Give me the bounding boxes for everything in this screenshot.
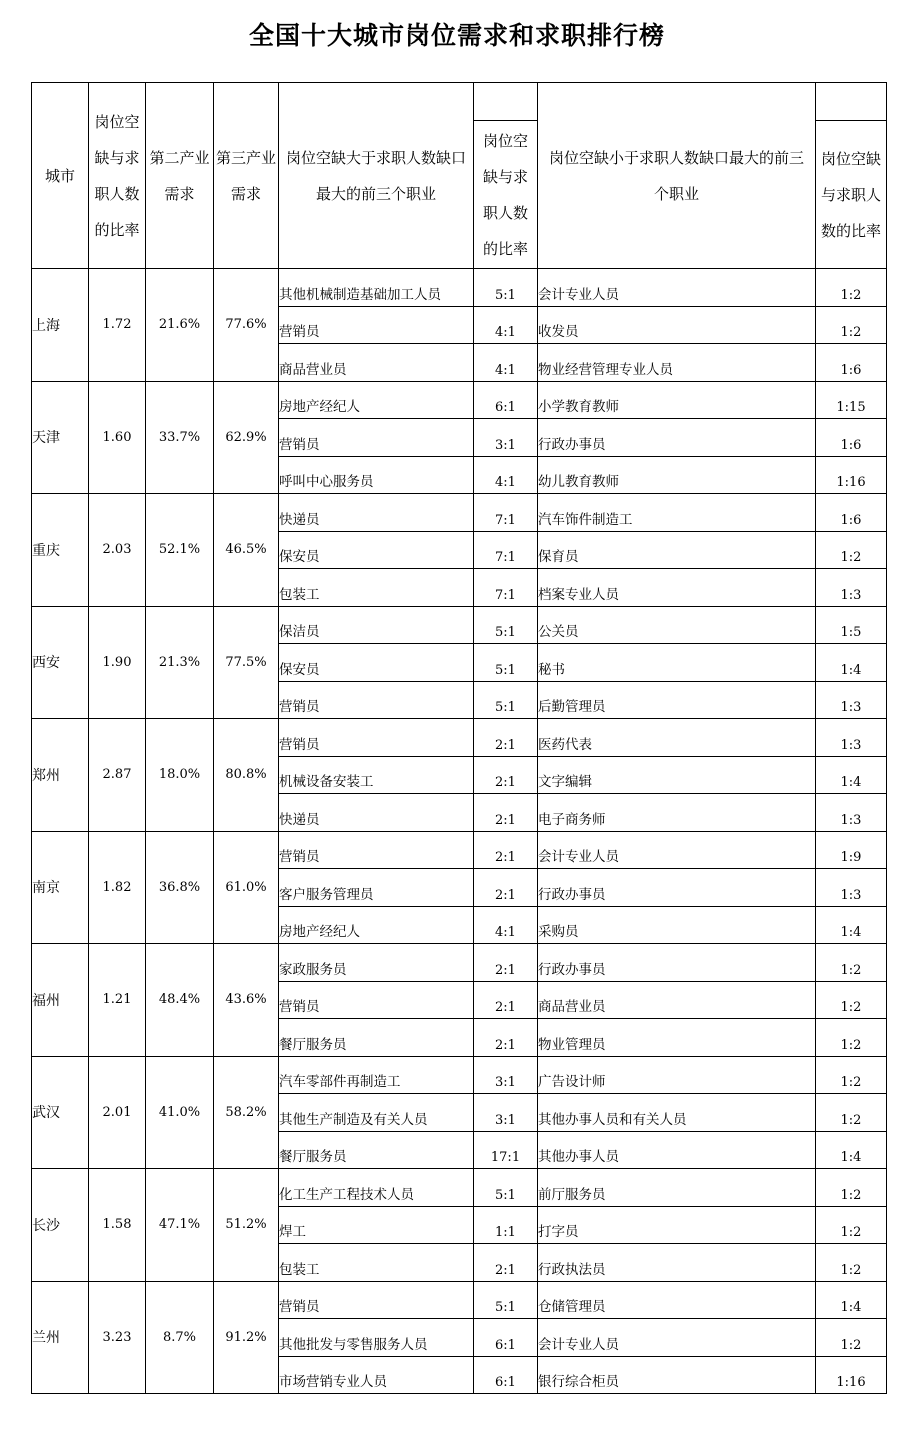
table-row [32,1281,887,1319]
tertiary-demand: 46.5% [214,494,279,607]
shortage-occupation: 呼叫中心服务员 [279,456,474,494]
city-ratio: 1.72 [89,269,146,382]
surplus-ratio: 1:9 [816,831,887,869]
city-ratio: 1.82 [89,831,146,944]
shortage-ratio: 6:1 [474,381,538,419]
city-name: 郑州 [32,719,89,832]
shortage-ratio: 4:1 [474,456,538,494]
city-ratio: 2.03 [89,494,146,607]
shortage-ratio: 4:1 [474,344,538,382]
secondary-demand: 33.7% [146,381,214,494]
shortage-ratio: 2:1 [474,869,538,907]
surplus-ratio: 1:4 [816,1281,887,1319]
surplus-occupation: 广告设计师 [538,1056,816,1094]
tertiary-demand: 61.0% [214,831,279,944]
header-surplus-top3: 岗位空缺小于求职人数缺口最大的前三个职业 [538,83,816,269]
surplus-ratio: 1:4 [816,1131,887,1169]
city-name: 福州 [32,944,89,1057]
secondary-demand: 52.1% [146,494,214,607]
city-name: 西安 [32,606,89,719]
surplus-occupation: 会计专业人员 [538,269,816,307]
shortage-ratio: 2:1 [474,981,538,1019]
shortage-ratio: 5:1 [474,1169,538,1207]
city-ratio: 1.21 [89,944,146,1057]
shortage-occupation: 汽车零部件再制造工 [279,1056,474,1094]
surplus-ratio: 1:2 [816,981,887,1019]
shortage-ratio: 4:1 [474,306,538,344]
surplus-occupation: 公关员 [538,606,816,644]
surplus-ratio: 1:4 [816,644,887,682]
surplus-ratio: 1:2 [816,531,887,569]
header-ratio: 岗位空缺与求职人数的比率 [89,83,146,269]
surplus-occupation: 收发员 [538,306,816,344]
shortage-ratio: 17:1 [474,1131,538,1169]
surplus-ratio: 1:2 [816,1206,887,1244]
shortage-occupation: 市场营销专业人员 [279,1356,474,1394]
shortage-occupation: 机械设备安装工 [279,756,474,794]
shortage-occupation: 营销员 [279,831,474,869]
secondary-demand: 36.8% [146,831,214,944]
surplus-occupation: 汽车饰件制造工 [538,494,816,532]
shortage-ratio: 3:1 [474,1094,538,1132]
header-shortage-top3: 岗位空缺大于求职人数缺口最大的前三个职业 [279,83,474,269]
shortage-ratio: 3:1 [474,1056,538,1094]
shortage-occupation: 保洁员 [279,606,474,644]
shortage-occupation: 房地产经纪人 [279,381,474,419]
shortage-ratio: 2:1 [474,794,538,832]
secondary-demand: 48.4% [146,944,214,1057]
table-row [32,381,887,419]
page-title: 全国十大城市岗位需求和求职排行榜 [248,21,665,50]
surplus-occupation: 幼儿教育教师 [538,456,816,494]
shortage-occupation: 保安员 [279,531,474,569]
header-shortage-ratio: 岗位空缺与求职人数的比率 [474,121,538,269]
tertiary-demand: 51.2% [214,1169,279,1282]
surplus-ratio: 1:3 [816,794,887,832]
header-tertiary: 第三产业需求 [214,83,279,269]
surplus-occupation: 会计专业人员 [538,831,816,869]
shortage-ratio: 5:1 [474,681,538,719]
surplus-ratio: 1:16 [816,1356,887,1394]
shortage-ratio: 5:1 [474,269,538,307]
shortage-occupation: 家政服务员 [279,944,474,982]
surplus-ratio: 1:3 [816,569,887,607]
surplus-occupation: 打字员 [538,1206,816,1244]
surplus-ratio: 1:6 [816,419,887,457]
surplus-occupation: 其他办事人员和有关人员 [538,1094,816,1132]
shortage-occupation: 营销员 [279,1281,474,1319]
surplus-occupation: 物业经营管理专业人员 [538,344,816,382]
shortage-ratio: 2:1 [474,1019,538,1057]
shortage-occupation: 营销员 [279,306,474,344]
city-ratio: 2.87 [89,719,146,832]
shortage-occupation: 客户服务管理员 [279,869,474,907]
shortage-occupation: 商品营业员 [279,344,474,382]
surplus-ratio: 1:2 [816,1169,887,1207]
surplus-ratio: 1:2 [816,1094,887,1132]
shortage-ratio: 2:1 [474,1244,538,1282]
shortage-occupation: 营销员 [279,981,474,1019]
surplus-ratio: 1:3 [816,719,887,757]
surplus-occupation: 仓储管理员 [538,1281,816,1319]
shortage-occupation: 焊工 [279,1206,474,1244]
shortage-occupation: 化工生产工程技术人员 [279,1169,474,1207]
surplus-ratio: 1:2 [816,269,887,307]
shortage-occupation: 快递员 [279,794,474,832]
tertiary-demand: 77.6% [214,269,279,382]
header-secondary: 第二产业需求 [146,83,214,269]
tertiary-demand: 43.6% [214,944,279,1057]
header-surplus-ratio: 岗位空缺与求职人数的比率 [816,121,887,269]
tertiary-demand: 62.9% [214,381,279,494]
tertiary-demand: 91.2% [214,1281,279,1394]
surplus-occupation: 物业管理员 [538,1019,816,1057]
city-ratio: 1.90 [89,606,146,719]
surplus-ratio: 1:3 [816,869,887,907]
surplus-occupation: 医药代表 [538,719,816,757]
table-row [32,831,887,869]
shortage-occupation: 快递员 [279,494,474,532]
surplus-occupation: 行政办事员 [538,869,816,907]
city-name: 上海 [32,269,89,382]
table-row [32,944,887,982]
secondary-demand: 47.1% [146,1169,214,1282]
surplus-occupation: 电子商务师 [538,794,816,832]
surplus-ratio: 1:5 [816,606,887,644]
city-ratio: 1.60 [89,381,146,494]
secondary-demand: 18.0% [146,719,214,832]
header-city: 城市 [32,83,89,269]
surplus-ratio: 1:6 [816,494,887,532]
secondary-demand: 8.7% [146,1281,214,1394]
shortage-ratio: 3:1 [474,419,538,457]
tertiary-demand: 58.2% [214,1056,279,1169]
table-row [32,606,887,644]
shortage-ratio: 2:1 [474,756,538,794]
city-name: 南京 [32,831,89,944]
shortage-ratio: 1:1 [474,1206,538,1244]
surplus-occupation: 文字编辑 [538,756,816,794]
surplus-occupation: 其他办事人员 [538,1131,816,1169]
city-name: 天津 [32,381,89,494]
surplus-occupation: 行政办事员 [538,944,816,982]
shortage-occupation: 其他机械制造基础加工人员 [279,269,474,307]
shortage-ratio: 4:1 [474,906,538,944]
shortage-ratio: 7:1 [474,569,538,607]
surplus-occupation: 商品营业员 [538,981,816,1019]
shortage-occupation: 营销员 [279,719,474,757]
table-row [32,269,887,307]
shortage-occupation: 房地产经纪人 [279,906,474,944]
shortage-ratio: 6:1 [474,1319,538,1357]
shortage-ratio: 7:1 [474,531,538,569]
surplus-occupation: 采购员 [538,906,816,944]
surplus-ratio: 1:6 [816,344,887,382]
city-name: 武汉 [32,1056,89,1169]
tertiary-demand: 80.8% [214,719,279,832]
header-row [32,83,887,121]
shortage-occupation: 餐厅服务员 [279,1019,474,1057]
surplus-occupation: 小学教育教师 [538,381,816,419]
surplus-ratio: 1:3 [816,681,887,719]
table-body [32,83,887,1394]
shortage-ratio: 2:1 [474,831,538,869]
tertiary-demand: 77.5% [214,606,279,719]
surplus-ratio: 1:2 [816,1244,887,1282]
ranking-table [31,82,887,1394]
shortage-occupation: 餐厅服务员 [279,1131,474,1169]
city-name: 长沙 [32,1169,89,1282]
city-ratio: 3.23 [89,1281,146,1394]
shortage-ratio: 2:1 [474,944,538,982]
shortage-occupation: 营销员 [279,681,474,719]
surplus-occupation: 档案专业人员 [538,569,816,607]
city-name: 重庆 [32,494,89,607]
surplus-occupation: 后勤管理员 [538,681,816,719]
shortage-ratio: 2:1 [474,719,538,757]
surplus-ratio: 1:2 [816,1019,887,1057]
shortage-ratio: 5:1 [474,644,538,682]
header-surplus-blank [816,83,887,121]
surplus-ratio: 1:2 [816,1056,887,1094]
shortage-ratio: 6:1 [474,1356,538,1394]
surplus-ratio: 1:2 [816,306,887,344]
shortage-occupation: 包装工 [279,569,474,607]
city-ratio: 2.01 [89,1056,146,1169]
city-name: 兰州 [32,1281,89,1394]
shortage-ratio: 7:1 [474,494,538,532]
shortage-occupation: 包装工 [279,1244,474,1282]
surplus-ratio: 1:2 [816,1319,887,1357]
header-shortage-blank [474,83,538,121]
surplus-ratio: 1:15 [816,381,887,419]
surplus-occupation: 行政办事员 [538,419,816,457]
secondary-demand: 21.6% [146,269,214,382]
surplus-ratio: 1:4 [816,906,887,944]
surplus-occupation: 行政执法员 [538,1244,816,1282]
secondary-demand: 41.0% [146,1056,214,1169]
table-row [32,1169,887,1207]
table-row [32,719,887,757]
surplus-ratio: 1:4 [816,756,887,794]
surplus-ratio: 1:16 [816,456,887,494]
surplus-occupation: 会计专业人员 [538,1319,816,1357]
city-ratio: 1.58 [89,1169,146,1282]
surplus-occupation: 保育员 [538,531,816,569]
surplus-occupation: 银行综合柜员 [538,1356,816,1394]
surplus-occupation: 前厅服务员 [538,1169,816,1207]
shortage-ratio: 5:1 [474,1281,538,1319]
shortage-occupation: 其他批发与零售服务人员 [279,1319,474,1357]
table-row [32,494,887,532]
shortage-occupation: 营销员 [279,419,474,457]
secondary-demand: 21.3% [146,606,214,719]
surplus-occupation: 秘书 [538,644,816,682]
shortage-occupation: 其他生产制造及有关人员 [279,1094,474,1132]
table-row [32,1056,887,1094]
surplus-ratio: 1:2 [816,944,887,982]
shortage-occupation: 保安员 [279,644,474,682]
shortage-ratio: 5:1 [474,606,538,644]
